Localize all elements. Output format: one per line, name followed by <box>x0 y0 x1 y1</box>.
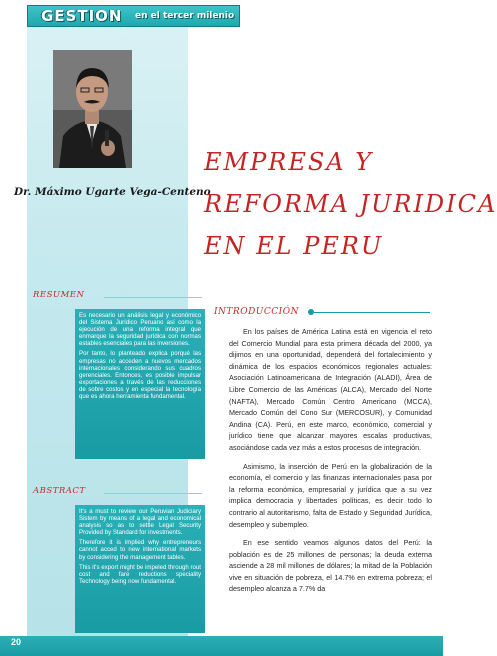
resumen-label: RESUMEN <box>33 290 85 300</box>
resumen-paragraph-2: Por tanto, lo planteado explica porqué las empresas no acceden a nuevos mercados internacionales considerando sus cuadros gerenciales. Entonces, es posible impulsar exportaciones a través de las reducciones de sobre costos y en especial la tecnología que es ahora herramienta fundamental. <box>79 350 201 401</box>
abstract-paragraph-3: This it's export might be impeled through rout cost and fare reductions speciality Technology being now fundamental. <box>79 563 201 585</box>
abstract-divider <box>104 493 202 494</box>
resumen-divider <box>104 297 202 298</box>
abstract-paragraph-2: Therefore it is implied why entrepreneurs cannot acced to new international markets by considering the management tables. <box>79 539 201 561</box>
resumen-paragraph-1: Es necesario un análisis legal y económico del Sistema Jurídico Peruano así como la ejecución de una reforma integral que enmarque la seguridad jurídica con normas estables esenciales para las inversiones. <box>79 312 201 348</box>
article-title-line-3: EN EL PERU <box>204 232 384 260</box>
article-body <box>229 326 432 626</box>
article-title-line-1: EMPRESA Y <box>204 148 374 176</box>
body-paragraph-1: En los países de América Latina está en vigencia el reto del Comercio Mundial para esta primera década del 2000, ya dijimos en una oportunidad, dependerá del fortalecimiento y dinámica de los espacios económicos regionales actuales: Asociación Latinoamericana de Integración (ALADI), Área de Libre Comercio de las Américas (ALCA), Mercado del Norte (NAFTA), Mercado Común Centro Americano (MCCA), Mercado Común del Cono Sur (MERCOSUR), y Comunidad Andina (CA). Perú, en este marco, económico, comercial y jurídico tiene que alcanzar mayores escalas productivas, asociándose cada vez más a estos procesos de integración. <box>229 327 432 452</box>
article-title-line-2: REFORMA JURIDICA <box>204 190 497 218</box>
banner-title: GESTION <box>41 7 123 25</box>
resumen-box <box>75 309 205 459</box>
introduccion-divider <box>314 312 430 313</box>
body-paragraph-2: Asimismo, la inserción de Perú en la globalización de la economía, el comercio y las finanzas internacionales pasa por la reforma económica, empresarial y jurídica que a su vez implica democracia y libertades políticas, es decir todo lo contrario al autoritarismo, falta de Estado y Seguridad Jurídica, desempleo y subempleo. <box>229 461 432 529</box>
page-number: 20 <box>11 637 22 647</box>
banner-subtitle: en el tercer milenio <box>135 11 235 21</box>
section-banner <box>27 5 240 27</box>
body-paragraph-3: En ese sentido veamos algunos datos del Perú: la población es de 25 millones de personas; la deuda externa asciende a 28 mil millones de dólares; la mitad de la Población vive en situación de pobreza, el 14.7% en extrema pobreza; el desempleo alcanza a 7.7% da <box>229 538 432 594</box>
footer-bar <box>0 636 443 656</box>
abstract-box <box>75 505 205 633</box>
introduccion-heading: INTRODUCCIÓN <box>214 307 299 317</box>
author-photo <box>53 50 132 168</box>
abstract-paragraph-1: It's a must to review our Peruvian Judiciary Sistem by means of a legal and economical analysis so as to settle Legal Security Provided by Standard for investments. <box>79 508 201 537</box>
author-name: Dr. Máximo Ugarte Vega-Centeno <box>14 186 211 198</box>
abstract-label: ABSTRACT <box>33 486 86 496</box>
